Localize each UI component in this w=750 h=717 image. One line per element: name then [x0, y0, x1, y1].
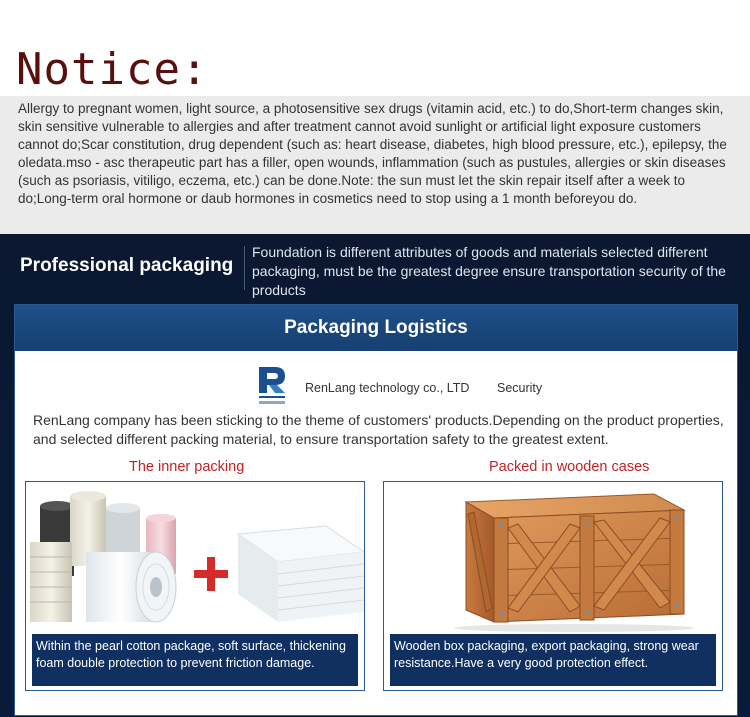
wooden-cases-caption [390, 634, 716, 686]
notice-title: Notice: [16, 44, 209, 95]
security-label: Security [497, 381, 543, 395]
wooden-cases-title: Packed in wooden cases [489, 459, 650, 475]
inner-packing-title: The inner packing [129, 459, 245, 475]
company-name: RenLang technology co., LTD [305, 381, 470, 395]
inner-packing-image [26, 482, 364, 633]
packaging-logistics-panel [14, 304, 738, 716]
divider [244, 246, 245, 290]
notice-body [0, 96, 750, 234]
inner-packing-caption [32, 634, 358, 686]
packaging-section [0, 234, 750, 717]
inner-packing-caption-text: Within the pearl cotton package, soft surface, thickening foam double protection to prevent friction damage. [36, 639, 346, 670]
panel-title: Packaging Logistics [284, 317, 468, 338]
notice-text: Allergy to pregnant women, light source, a photosensitive sex drugs (vitamin acid, etc.) to do,Short-term changes skin, skin sensitive vulnerable to allergies and after treatment cannot avoid sunlight or artificial light exposure customers cannot do;Scar constitution, drug dependent (such as: heart disease, diabetes, high blood pressure, etc.), epilepsy, the oledata.mso - asc therapeutic part has a filler, open wounds, inflammation (such as pustules, allergies or skin diseases (such as psoriasis, vitiligo, eczema, etc.) can be done.Note: the sun must let the skin repair itself after a week to do;Long-term oral hormone or daub hormones in cosmetics need to stop using a 1 month beforeyou do. [18, 101, 727, 206]
panel-header [15, 305, 737, 351]
intro-text: RenLang company has been sticking to the theme of customers' products.Depending on the product properties, and selected different packing material, to ensure transportation safety to the greatest extent. [33, 412, 724, 447]
renlang-logo-icon [255, 363, 289, 407]
professional-packaging-title: Professional packaging [20, 255, 234, 276]
notice-section [0, 0, 750, 234]
wooden-cases-card [383, 481, 723, 691]
wooden-case-image [384, 482, 722, 633]
professional-packaging-bar [8, 242, 742, 298]
inner-packing-card [25, 481, 365, 691]
wooden-cases-caption-text: Wooden box packaging, export packaging, strong wear resistance.Have a very good protection effect. [394, 639, 699, 670]
professional-packaging-description: Foundation is different attributes of goods and materials selected different packaging, must be the greatest degree ensure transportation security of the products [252, 244, 726, 298]
